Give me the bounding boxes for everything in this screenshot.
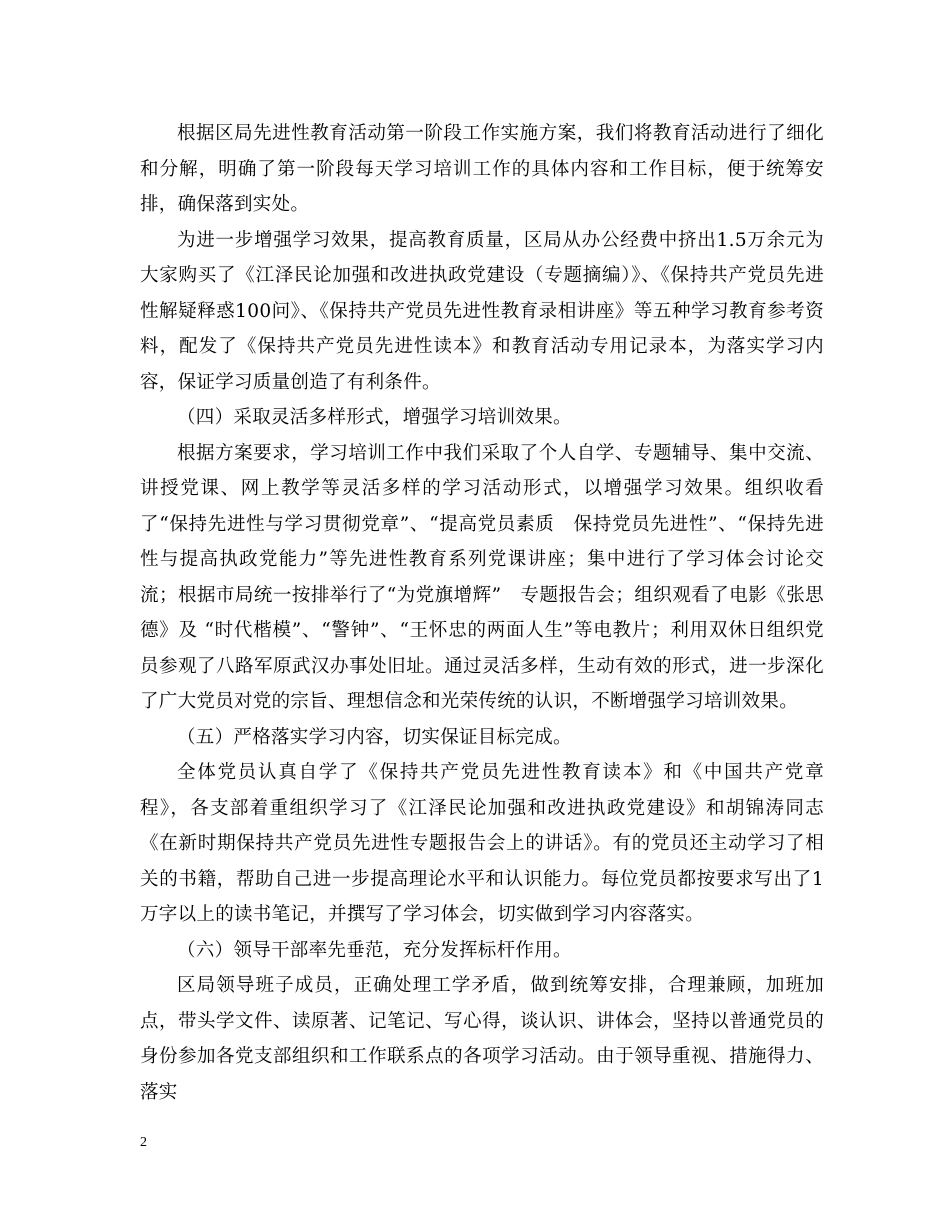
document-body [140, 116, 824, 1110]
page-number: 2 [140, 1135, 147, 1150]
paragraph-work-plan: 根据区局先进性教育活动第一阶段工作实施方案，我们将教育活动进行了细化和分解，明确了第一阶段每天学习培训工作的具体内容和工作目标，便于统筹安排，确保落到实处。 [140, 123, 824, 215]
paragraph-study-content: 全体党员认真自学了《保持共产党员先进性教育读本》和《中国共产党章程》，各支部着重组织学习了《江泽民论加强和改进执政党建设》和胡锦涛同志《在新时期保持共产党员先进性专题报告会上的讲话》。有的党员还主动学习了相关的书籍，帮助自己进一步提高理论水平和认识能力。每位党员都按要求写出了1万字以上的读书笔记，并撰写了学习体会，切实做到学习内容落实。 [140, 762, 824, 925]
section-heading-6: （六）领导干部率先垂范，充分发挥标杆作用。 [177, 939, 572, 961]
section-heading-5: （五）严格落实学习内容，切实保证目标完成。 [177, 726, 572, 748]
paragraph-study-materials: 为进一步增强学习效果，提高教育质量，区局从办公经费中挤出1.5万余元为大家购买了《江泽民论加强和改进执政党建设（专题摘编）》、《保持共产党员先进性解疑释惑100问》、《保持共产党员先进性教育录相讲座》等五种学习教育参考资料，配发了《保持共产党员先进性读本》和教育活动专用记录本，为落实学习内容，保证学习质量创造了有利条件。 [140, 229, 824, 393]
paragraph-leadership: 区局领导班子成员，正确处理工学矛盾，做到统筹安排，合理兼顾，加班加点，带头学文件、读原著、记笔记、写心得，谈认识、讲体会，坚持以普通党员的身份参加各党支部组织和工作联系点的各项学习活动。由于领导重视、措施得力、落实 [140, 975, 824, 1103]
section-heading-4: （四）采取灵活多样形式，增强学习培训效果。 [177, 407, 572, 428]
paragraph-study-forms: 根据方案要求，学习培训工作中我们采取了个人自学、专题辅导、集中交流、讲授党课、网上教学等灵活多样的学习活动形式，以增强学习效果。组织收看了“保持先进性与学习贯彻党章”、“提高党员素质 保持党员先进性”、“保持先进性与提高执政党能力”等先进性教育系列党课讲座；集中进行了学习体会讨论交流；根据市局统一按排举行了“为党旗增辉” 专题报告会；组织观看了电影《张思德》及 “时代楷模”、“警钟”、“王怀忠的两面人生”等电教片；利用双休日组织党员参观了八路军原武汉办事处旧址。通过灵活多样，生动有效的形式，进一步深化了广大党员对党的宗旨、理想信念和光荣传统的认识，不断增强学习培训效果。 [140, 442, 824, 712]
